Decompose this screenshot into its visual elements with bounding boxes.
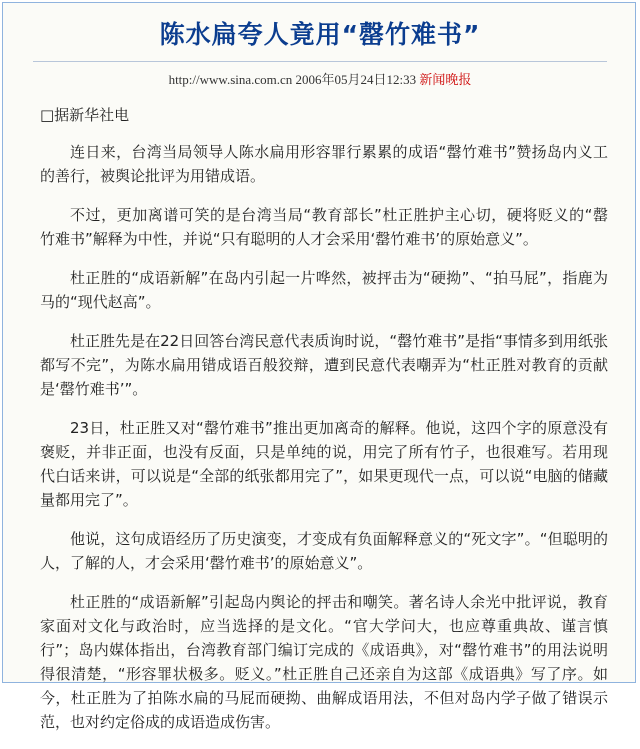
article-meta — [3, 69, 637, 88]
article-paragraph-6: 他说，这句成语经历了历史演变，才变成有负面解释意义的“死文字”。“但聪明的人，了解的人，才会采用‘罄竹难书’的原始意义”。 — [40, 530, 608, 572]
article-dateline: □据新华社电 — [40, 106, 130, 124]
article-paragraph-2: 不过，更加离谱可笑的是台湾当局“教育部长”杜正胜护主心切，硬将贬义的“罄 竹难书”解释为中性，并说“只有聪明的人才会采用‘罄竹难书’的原始意义”。 — [40, 206, 608, 248]
article-body — [40, 103, 608, 749]
page-title: 陈水扁夸人竟用“罄竹难书” — [159, 20, 481, 49]
title-divider — [33, 61, 607, 62]
article-paragraph-3: 杜正胜的“成语新解”在岛内引起一片哗然，被抨击为“硬拗”、“拍马屁”，指鹿为马的“现代赵高”。 — [40, 269, 608, 311]
article-paragraph-4: 杜正胜先是在22日回答台湾民意代表质询时说，“罄竹难书”是指“事情多到用纸张都写不完”，为陈水扁用错成语百般狡辩，遭到民意代表嘲弄为“杜正胜对教育的贡献是‘罄竹难书’”。 — [40, 332, 608, 398]
meta-url[interactable]: http://www.sina.com.cn — [168, 72, 293, 87]
article-paragraph-1: 连日来，台湾当局领导人陈水扁用形容罪行累累的成语“罄竹难书”赞扬岛内义工的善行，被舆论批评为用错成语。 — [40, 143, 608, 185]
meta-source[interactable]: 新闻晚报 — [419, 72, 472, 87]
article-paragraph-7: 杜正胜的“成语新解”引起岛内舆论的抨击和嘲笑。著名诗人余光中批评说，教育家面对文化与政治时，应当选择的是文化。“官大学问大，也应尊重典故、谨言慎行”；岛内媒体指出，台湾教育部门编订完成的《成语典》，对“罄竹难书”的用法说明得很清楚，“形容罪状极多。贬义。”杜正胜自己还亲自为这部《成语典》写了序。如今，杜正胜为了拍陈水扁的马屁而硬拗、曲解成语用法，不但对岛内学子做了错误示范，也对约定俗成的成语造成伤害。 — [40, 593, 608, 731]
article-paragraph-5: 23日，杜正胜又对“罄竹难书”推出更加离奇的解释。他说，这四个字的原意没有褒贬，并非正面，也没有反面，只是单纯的说，用完了所有竹子，也很难写。若用现代白话来讲，可以说是“全部的纸张都用完了”，如果更现代一点，可以说“电脑的储藏量都用完了”。 — [40, 419, 608, 509]
page-frame — [2, 2, 636, 731]
meta-datetime: 2006年05月24日12:33 — [295, 72, 417, 87]
